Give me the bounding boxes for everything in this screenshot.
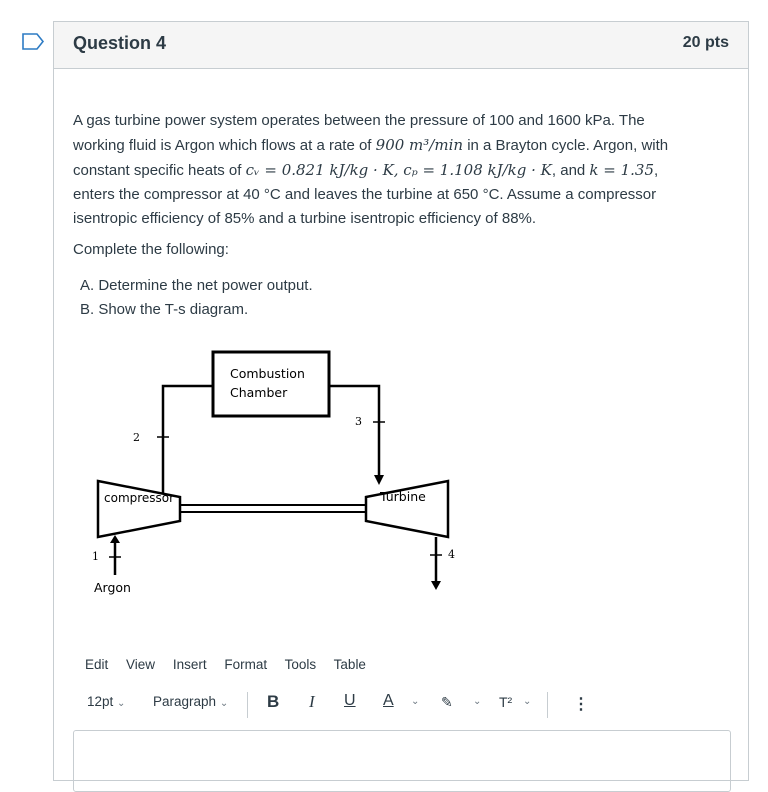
complete-prompt: Complete the following: — [73, 241, 229, 258]
argon-label: Argon — [94, 580, 131, 595]
toolbar-divider — [547, 692, 548, 718]
highlight-chevron-icon[interactable]: ⌄ — [473, 696, 482, 707]
font-size-value: 12pt — [87, 694, 114, 709]
bold-button[interactable]: B — [267, 692, 280, 711]
pipe-3 — [329, 386, 379, 481]
question-header — [54, 22, 748, 69]
compressor-shape — [98, 481, 180, 537]
state-4-label: 4 — [448, 548, 455, 561]
superscript-chevron-icon[interactable]: ⌄ — [523, 696, 532, 707]
menu-edit[interactable]: Edit — [85, 657, 109, 672]
answer-editor-area[interactable] — [73, 730, 731, 792]
chevron-down-icon: ⌄ — [117, 698, 126, 709]
superscript-button[interactable]: T² — [499, 694, 513, 710]
combustion-label-line1: Combustion — [230, 366, 305, 381]
toolbar-divider — [247, 692, 248, 718]
state-1-label: 1 — [92, 550, 99, 563]
specific-heats-math: cᵥ = 0.821 kJ/kg · K, cₚ = 1.108 kJ/kg · K — [245, 161, 552, 179]
chevron-down-icon: ⌄ — [219, 698, 229, 709]
block-format-value: Paragraph — [153, 694, 217, 709]
outlet-arrow — [431, 581, 441, 590]
brayton-cycle-diagram — [80, 345, 460, 605]
question-text — [73, 109, 733, 231]
state-3-label: 3 — [355, 415, 362, 428]
pipe-2 — [163, 386, 213, 497]
task-item-b: B. Show the T-s diagram. — [80, 301, 249, 318]
menu-insert[interactable]: Insert — [172, 657, 207, 672]
menu-view[interactable]: View — [126, 657, 156, 672]
text-color-button[interactable]: A — [383, 692, 394, 709]
italic-button[interactable]: I — [309, 692, 315, 711]
k-value-math: k = 1.35 — [589, 161, 655, 179]
combustion-label-line2: Chamber — [230, 385, 288, 400]
state-2-label: 2 — [133, 431, 140, 444]
question-line-3c: , — [654, 162, 659, 179]
question-title: Question 4 — [73, 33, 167, 53]
question-line-2a: working fluid is Argon which flows at a rate of — [73, 137, 376, 154]
more-options-icon[interactable]: ⋮ — [573, 696, 589, 713]
question-card — [53, 21, 749, 781]
underline-button[interactable]: U — [344, 692, 356, 709]
question-line-3b: , and — [551, 162, 590, 179]
turbine-label: Turbine — [380, 489, 426, 504]
text-color-chevron-icon[interactable]: ⌄ — [411, 696, 420, 707]
menu-tools[interactable]: Tools — [284, 657, 317, 672]
arrow-into-turbine — [374, 475, 384, 485]
question-line-3a: constant specific heats of — [73, 162, 246, 179]
question-line-5: isentropic efficiency of 85% and a turbine isentropic efficiency of 88%. — [73, 210, 537, 227]
editor-toolbar — [87, 694, 707, 716]
flag-question-icon[interactable] — [22, 33, 44, 50]
menu-table[interactable]: Table — [333, 657, 366, 672]
flow-rate-math: 900 m³/min — [375, 136, 464, 154]
question-line-2b: in a Brayton cycle. Argon, with — [463, 137, 669, 154]
font-size-select[interactable] — [87, 694, 125, 709]
compressor-label: compressor — [104, 491, 175, 505]
editor-menubar — [85, 657, 380, 672]
combustion-chamber-box — [213, 352, 329, 416]
question-points: 20 pts — [682, 34, 729, 51]
question-line-1: A gas turbine power system operates between the pressure of 100 and 1600 kPa. The — [73, 112, 645, 129]
menu-format[interactable]: Format — [224, 657, 268, 672]
inlet-arrow — [110, 535, 120, 543]
block-format-select[interactable] — [153, 694, 228, 709]
task-item-a: A. Determine the net power output. — [80, 277, 313, 294]
question-line-4: enters the compressor at 40 °C and leaves the turbine at 650 °C. Assume a compressor — [73, 186, 657, 203]
highlight-pen-icon[interactable]: ✎ — [441, 694, 453, 710]
